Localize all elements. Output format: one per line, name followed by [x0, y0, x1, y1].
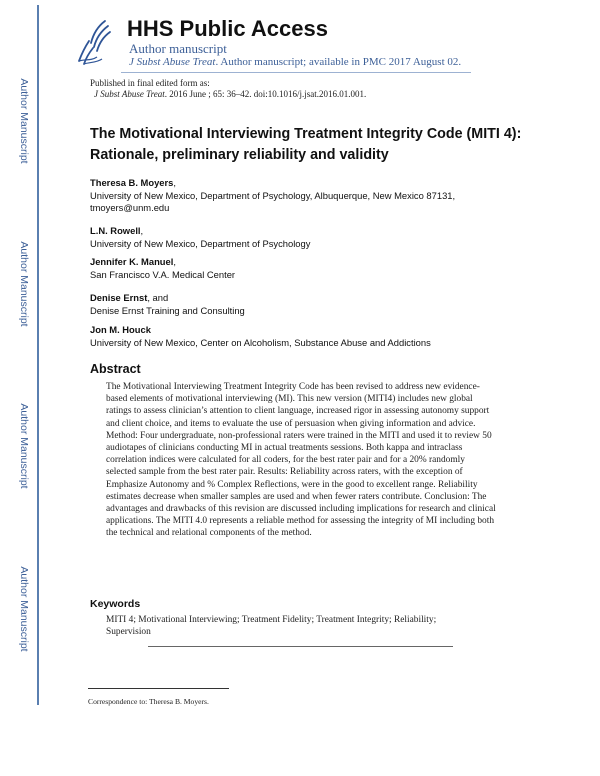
sidebar-label-author-manuscript: Author Manuscript	[18, 566, 30, 652]
author-suffix: ,	[140, 225, 144, 236]
citation	[94, 89, 366, 100]
header-journal-line	[129, 56, 461, 69]
section-divider	[148, 646, 453, 647]
author-block	[90, 177, 530, 215]
footnote-divider	[88, 688, 229, 689]
hhs-eagle-logo-icon	[75, 17, 115, 67]
author-name: Jon M. Houck	[90, 324, 151, 335]
author-name: Theresa B. Moyers	[90, 177, 174, 188]
author-block	[90, 225, 530, 250]
author-affiliation: University of New Mexico, Center on Alcoholism, Substance Abuse and Addictions	[90, 336, 431, 348]
keywords-text: MITI 4; Motivational Interviewing; Treatment Fidelity; Treatment Integrity; Reliability; Supervision	[106, 615, 437, 638]
author-suffix: , and	[147, 292, 169, 303]
header-subtitle: Author manuscript	[129, 41, 227, 56]
author-name: Jennifer K. Manuel	[90, 256, 174, 267]
author-name: Denise Ernst	[90, 292, 148, 303]
author-affiliation: University of New Mexico, Department of Psychology	[90, 237, 311, 249]
sidebar-label-author-manuscript: Author Manuscript	[18, 403, 30, 489]
sidebar-rule	[37, 5, 39, 705]
author-block	[90, 256, 530, 281]
author-affiliation: Denise Ernst Training and Consulting	[90, 304, 245, 316]
author-affiliation: San Francisco V.A. Medical Center	[90, 268, 236, 280]
citation-details: . 2016 June ; 65: 36–42. doi:10.1016/j.jsat.2016.01.001.	[164, 89, 367, 99]
author-block	[90, 324, 530, 349]
header-journal-availability: . Author manuscript; available in PMC 2017 August 02.	[215, 56, 462, 68]
abstract-heading: Abstract	[90, 362, 141, 376]
sidebar-label-author-manuscript: Author Manuscript	[18, 241, 30, 327]
keywords-heading: Keywords	[90, 598, 141, 610]
header-journal-abbrev: J Subst Abuse Treat	[129, 56, 216, 68]
citation-journal: J Subst Abuse Treat	[94, 89, 165, 99]
author-suffix: ,	[173, 177, 176, 188]
author-suffix: ,	[173, 256, 176, 267]
abstract-text: The Motivational Interviewing Treatment Integrity Code has been revised to address new evidence-based elements of motivational interviewing (MI). This new version (MITI4) includes new global ratings to assess clinician’s attention to client language, increased rigor in assessing autonomy support and client choice, and items to evaluate the use of persuasion when giving information and advice. Method: Four undergraduate, non-professional raters were trained in the MITI and used it to review 50 audiotapes of clinicians conducting MI in actual treatments sessions. Both kappa and intraclass correlation indices were calculated for all coders, for the best rater pair and for a 20% randomly selected sample from the best rater pair. Results: Reliability across raters, with the exception of Emphasize Autonomy and % Complex Reflections, were in the good to excellent range. Reliability estimates decrease when smaller samples are used and when fewer raters contribute. Conclusion: The advantages and drawbacks of this revision are discussed including implications for research and clinical applications. The MITI 4.0 represents a reliable method for assessing the integrity of MI including both the technical and relational components of the method.	[106, 382, 496, 539]
author-name: L.N. Rowell	[90, 225, 141, 236]
article-title: The Motivational Interviewing Treatment Integrity Code (MITI 4): Rationale, preliminary reliability and validity	[90, 126, 522, 163]
header-title: HHS Public Access	[127, 16, 328, 41]
published-label: Published in final edited form as:	[90, 78, 210, 88]
author-affiliation: University of New Mexico, Department of Psychology, Albuquerque, New Mexico 87131, tmoyers@unm.edu	[90, 189, 456, 213]
header-divider	[121, 72, 471, 73]
sidebar-label-author-manuscript: Author Manuscript	[18, 78, 30, 164]
correspondence-footnote: Correspondence to: Theresa B. Moyers.	[88, 697, 209, 706]
author-block	[90, 292, 530, 317]
